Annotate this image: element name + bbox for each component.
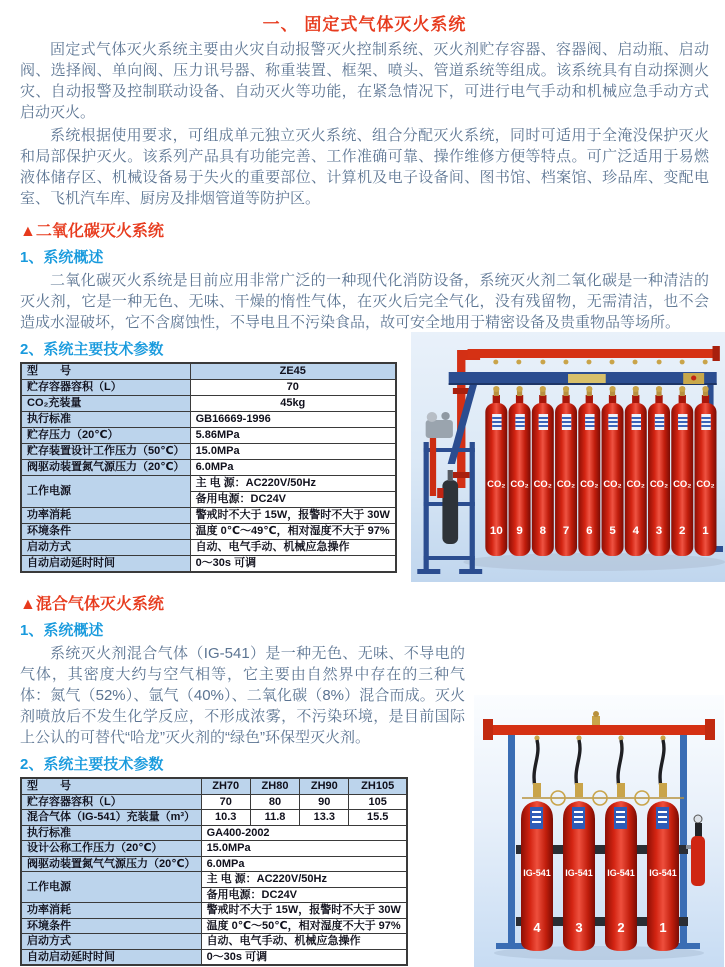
param-label-cell: 设计公称工作压力（20℃） (21, 841, 201, 857)
param-value-cell: 0～30s 可调 (201, 949, 407, 965)
svg-text:1: 1 (702, 525, 709, 537)
param-label-cell: 环境条件 (21, 524, 190, 540)
param-value-cell: 0～30s 可调 (190, 556, 396, 573)
param-value-cell: 70 (190, 380, 396, 396)
table-row (21, 508, 396, 524)
param-value-cell: 主 电 源：AC220V/50Hz (190, 476, 396, 492)
svg-text:3: 3 (575, 920, 583, 935)
svg-text:8: 8 (539, 525, 546, 537)
svg-text:CO₂: CO₂ (510, 479, 529, 489)
co2-params-heading: 2、系统主要技术参数 (20, 341, 164, 358)
page-title: 一、 固定式气体灭火系统 (262, 15, 467, 34)
table-row (21, 363, 396, 380)
param-label-cell: 自动启动延时时间 (21, 556, 190, 573)
mix-overview-heading: 1、系统概述 (20, 622, 104, 639)
param-value-cell: 15.0MPa (201, 841, 407, 857)
param-value-cell: 5.86MPa (190, 428, 396, 444)
param-label-cell: 启动方式 (21, 540, 190, 556)
manifold-pipe (467, 349, 716, 358)
param-value-cell: 警戒时不大于 15W，报警时不大于 30W (201, 903, 407, 919)
param-label-cell: 贮存容器容积（L） (21, 794, 201, 810)
rack-post (508, 731, 515, 947)
table-row (21, 872, 407, 888)
intro-paragraph-1: 固定式气体灭火系统主要由火灾自动报警灭火控制系统、灭火剂贮存容器、容器阀、启动瓶、启动阀、选择阀、单向阀、压力讯号器、称重装置、框架、喷头、管道系统等组成。该系统具有自动探测火灾、自动报警及控制联动设备、自动灭火等功能，在紧急情况下，可进行电气手动和机械应急手动方式启动灭火。 (20, 41, 709, 121)
co2-cylinder-rack-illustration (411, 332, 725, 582)
table-row (21, 556, 396, 573)
table-row (21, 856, 407, 872)
svg-text:CO₂: CO₂ (603, 479, 622, 489)
param-value-cell: 15.5 (349, 810, 407, 826)
table-row (21, 778, 407, 794)
svg-text:7: 7 (562, 525, 570, 537)
param-label-cell: CO₂充装量 (21, 396, 190, 412)
param-value-cell: GB16669-1996 (190, 412, 396, 428)
mix-params-heading: 2、系统主要技术参数 (20, 756, 164, 773)
svg-text:10: 10 (489, 525, 503, 537)
param-label-cell: 混合气体（IG-541）充装量（m³） (21, 810, 201, 826)
svg-text:2: 2 (617, 920, 625, 935)
co2-section-heading: ▲二氧化碳灭火系统 (20, 223, 164, 240)
param-value-cell: 主 电 源：AC220V/50Hz (201, 872, 407, 888)
param-value-cell: 10.3 (201, 810, 250, 826)
table-row (21, 934, 407, 950)
param-value-cell: 15.0MPa (190, 444, 396, 460)
param-label-cell: 型 号 (21, 363, 190, 380)
co2-system-photo (411, 332, 725, 582)
table-row (21, 794, 407, 810)
svg-text:CO₂: CO₂ (487, 479, 506, 489)
param-value-cell: 警戒时不大于 15W，报警时不大于 30W (190, 508, 396, 524)
table-row (21, 444, 396, 460)
model-cell: ZH80 (250, 778, 299, 794)
svg-text:2: 2 (678, 525, 686, 537)
param-value-cell: 105 (349, 794, 407, 810)
param-label-cell: 工作电源 (21, 872, 201, 903)
param-value-cell: 45kg (190, 396, 396, 412)
svg-text:4: 4 (632, 525, 639, 537)
param-label-cell: 自动启动延时时间 (21, 949, 201, 965)
param-value-cell: 90 (300, 794, 349, 810)
table-row (21, 428, 396, 444)
svg-text:3: 3 (655, 525, 663, 537)
param-value-cell: 自动、电气手动、机械应急操作 (201, 934, 407, 950)
model-cell: ZH70 (201, 778, 250, 794)
param-value-cell: GA400-2002 (201, 825, 407, 841)
svg-text:CO₂: CO₂ (626, 479, 645, 489)
svg-text:CO₂: CO₂ (580, 479, 599, 489)
param-label-cell: 工作电源 (21, 476, 190, 508)
param-value-cell: 11.8 (250, 810, 299, 826)
param-label-cell: 启动方式 (21, 934, 201, 950)
param-value-cell: 备用电源：DC24V (190, 492, 396, 508)
svg-text:CO₂: CO₂ (533, 479, 552, 489)
param-value-cell: 温度 0℃～50℃，相对湿度不大于 97% (201, 918, 407, 934)
svg-text:IG-541: IG-541 (607, 868, 635, 878)
param-label-cell: 环境条件 (21, 918, 201, 934)
svg-text:4: 4 (533, 920, 541, 935)
table-row (21, 540, 396, 556)
param-label-cell: 型 号 (21, 778, 201, 794)
param-label-cell: 功率消耗 (21, 508, 190, 524)
starter-cylinder (442, 480, 458, 544)
ig541-cylinder-rack-illustration (473, 695, 725, 967)
svg-text:IG-541: IG-541 (649, 868, 677, 878)
mix-overview-paragraph: 系统灭火剂混合气体（IG-541）是一种无色、无味、不导电的气体，其密度大约与空气相等，它主要由自然界中存在的三种气体：氮气（52%）、氩气（40%）、二氧化碳（8%）混合而成。灭火剂喷放后不发生化学反应，不形成浓雾，不污染环境，是目前国际上公认的可替代“哈龙”灭火剂的“绿色”环保型灭火剂。 (20, 645, 465, 746)
table-row (21, 841, 407, 857)
table-row (21, 380, 396, 396)
mix-section-body (0, 643, 725, 966)
document-page (0, 10, 725, 963)
co2-overview-paragraph: 二氧化碳灭火系统是目前应用非常广泛的一种现代化消防设备，系统灭火剂二氧化碳是一种清洁的灭火剂，它是一种无色、无味、干燥的惰性气体，在灭火后完全气化，没有残留物，无需清洁，也不会造成水湿破坏，它不含腐蚀性，不导电且不污染食品，故可安全地用于精密设备及贵重物品等场所。 (20, 272, 709, 331)
param-value-cell: 温度 0℃～49℃，相对湿度不大于 97% (190, 524, 396, 540)
valve-cluster (426, 420, 453, 438)
ig541-params-table (20, 777, 408, 966)
svg-text:IG-541: IG-541 (523, 868, 551, 878)
model-cell: ZH105 (349, 778, 407, 794)
ig541-system-photo (473, 695, 725, 967)
table-row (21, 476, 396, 492)
model-cell: ZH90 (300, 778, 349, 794)
param-label-cell: 贮存压力（20℃） (21, 428, 190, 444)
svg-text:6: 6 (586, 525, 593, 537)
table-row (21, 412, 396, 428)
param-value-cell: 70 (201, 794, 250, 810)
param-value-cell: 80 (250, 794, 299, 810)
param-label-cell: 阀驱动装置氮气源压力（20℃） (21, 460, 190, 476)
rack-post (680, 731, 687, 947)
table-row (21, 524, 396, 540)
table-row (21, 918, 407, 934)
mix-section-heading: ▲混合气体灭火系统 (20, 596, 164, 613)
svg-text:CO₂: CO₂ (649, 479, 669, 489)
table-row (21, 396, 396, 412)
param-value-cell: 6.0MPa (190, 460, 396, 476)
manifold-pipe (490, 725, 708, 735)
intro-paragraph-2: 系统根据使用要求，可组成单元独立灭火系统、组合分配灭火系统，同时可适用于全淹没保护灭火和局部保护灭火。该系列产品具有功能完善、工作准确可靠、操作维修方便等特点。可广泛适用于易燃液体储存区、机械设备易于失火的重要部位、计算机及电子设备间、图书馆、档案馆、珍品库、变配电室、飞机汽车库、厨房及排烟管道等防护区。 (20, 127, 709, 207)
param-value-cell: 自动、电气手动、机械应急操作 (190, 540, 396, 556)
svg-text:IG-541: IG-541 (565, 868, 593, 878)
table-row (21, 810, 407, 826)
svg-text:CO₂: CO₂ (556, 479, 576, 489)
table-row (21, 903, 407, 919)
param-label-cell: 贮存容器容积（L） (21, 380, 190, 396)
svg-text:CO₂: CO₂ (673, 479, 692, 489)
param-label-cell: 执行标准 (21, 825, 201, 841)
table-row (21, 825, 407, 841)
svg-text:9: 9 (516, 525, 523, 537)
param-value-cell: ZE45 (190, 363, 396, 380)
svg-text:5: 5 (609, 525, 616, 537)
co2-params-table (20, 362, 397, 573)
param-value-cell: 备用电源：DC24V (201, 887, 407, 903)
co2-overview-heading: 1、系统概述 (20, 249, 104, 266)
svg-text:CO₂: CO₂ (696, 479, 715, 489)
table-row (21, 949, 407, 965)
co2-params-row (0, 362, 725, 582)
param-label-cell: 阀驱动装置氮气气源压力（20℃） (21, 856, 201, 872)
param-value-cell: 13.3 (300, 810, 349, 826)
param-label-cell: 贮存装置设计工作压力（50℃） (21, 444, 190, 460)
param-label-cell: 执行标准 (21, 412, 190, 428)
svg-text:1: 1 (659, 920, 667, 935)
param-label-cell: 功率消耗 (21, 903, 201, 919)
table-row (21, 460, 396, 476)
param-value-cell: 6.0MPa (201, 856, 407, 872)
